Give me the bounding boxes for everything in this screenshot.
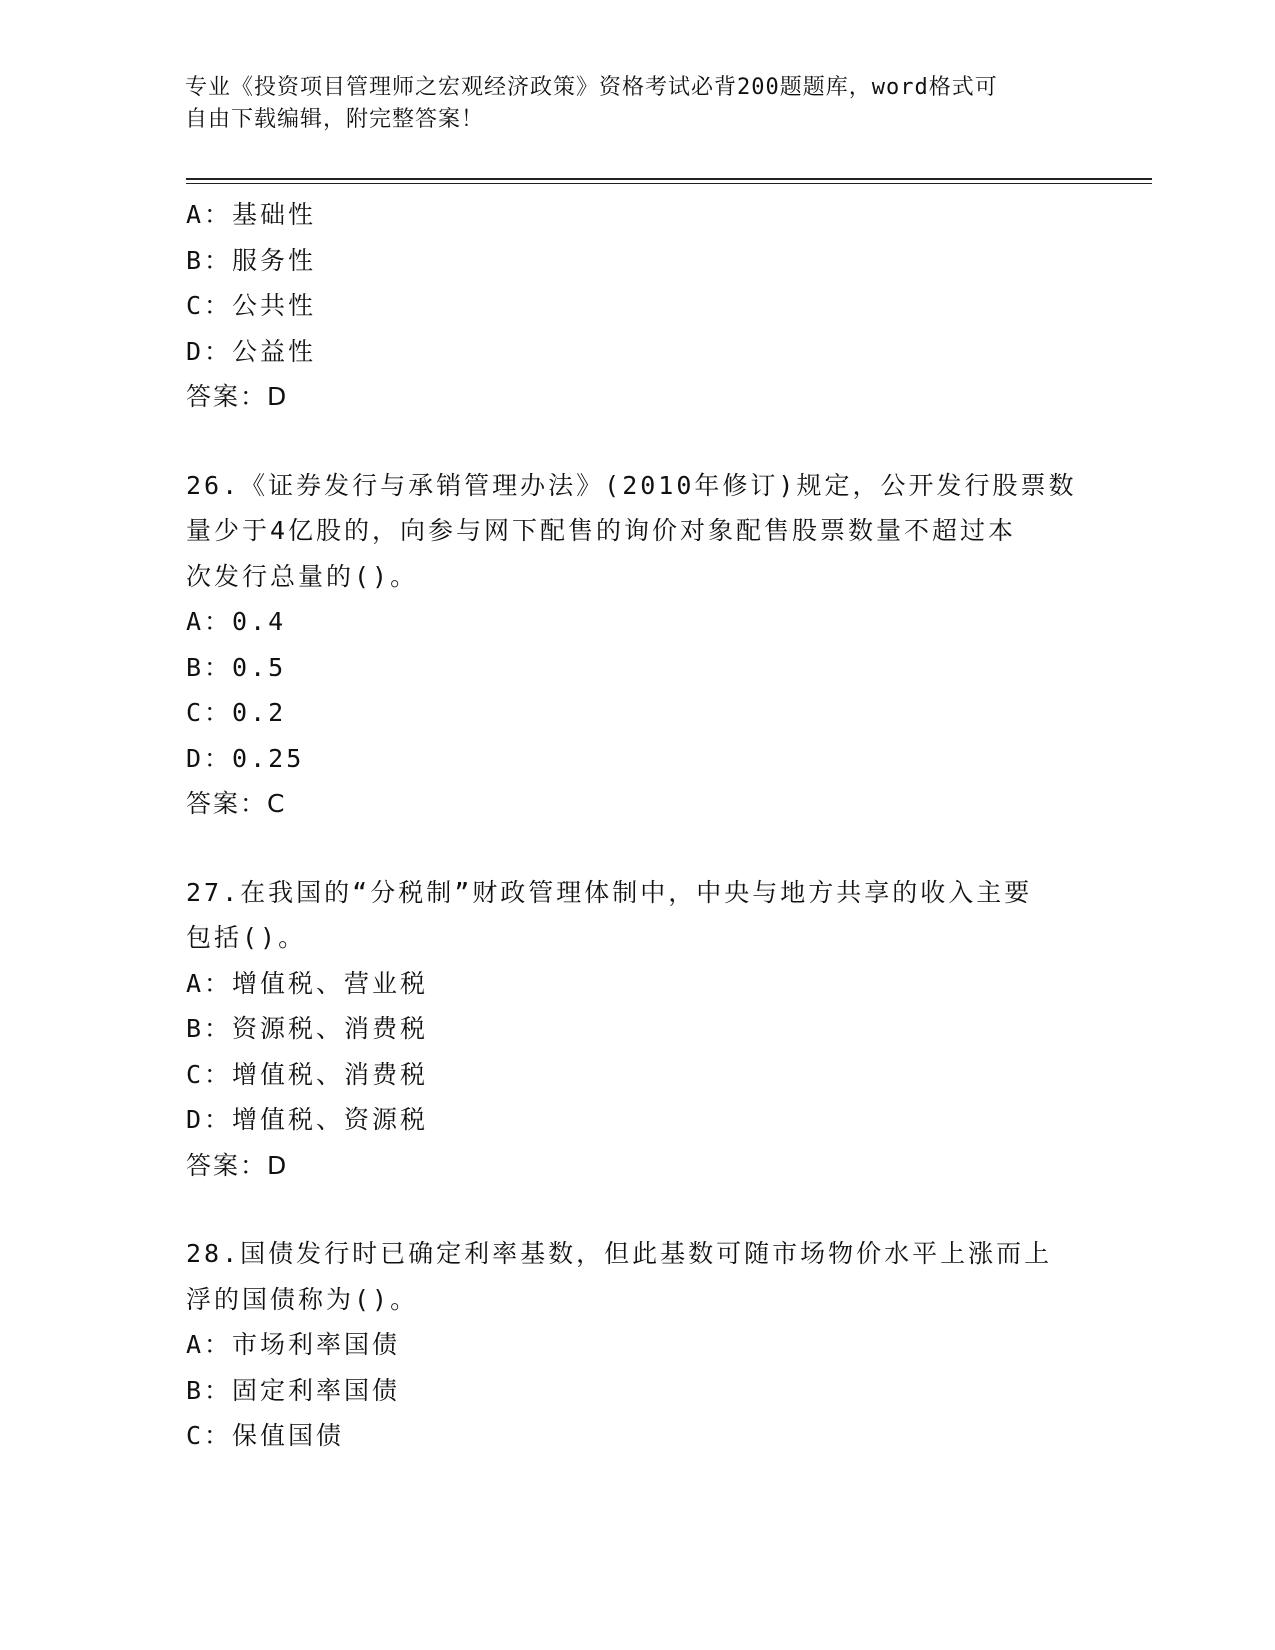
question-stem-line: 次发行总量的()。 (186, 561, 419, 591)
option-d: D：公益性 (186, 336, 317, 366)
option-c: C：增值税、消费税 (186, 1059, 429, 1089)
option-c: C：0.2 (186, 698, 287, 727)
question-stem-line: 浮的国债称为()。 (186, 1284, 419, 1314)
option-b: B：服务性 (186, 245, 317, 275)
question-stem-line: 26.《证券发行与承销管理办法》(2010年修订)规定，公开发行股票数 (186, 470, 1077, 500)
question-stem-line: 27.在我国的“分税制”财政管理体制中，中央与地方共享的收入主要 (186, 877, 1033, 907)
header-title-line-2: 自由下载编辑，附完整答案！ (185, 107, 485, 132)
option-a: A：增值税、营业税 (186, 968, 429, 998)
header-divider-thick (186, 178, 1152, 180)
answer: 答案：D (186, 382, 289, 411)
option-b: B：0.5 (186, 652, 287, 682)
option-b: B：资源税、消费税 (186, 1014, 429, 1043)
question-stem-line: 28.国债发行时已确定利率基数，但此基数可随市场物价水平上涨而上 (186, 1239, 1053, 1268)
option-d: D：增值税、资源税 (186, 1105, 429, 1134)
question-list (186, 192, 1086, 1459)
question-26 (186, 463, 1086, 827)
option-c: C：公共性 (186, 291, 317, 320)
option-b: B：固定利率国债 (186, 1375, 401, 1405)
option-c: C：保值国债 (186, 1421, 345, 1450)
question-25-continued (186, 192, 1086, 420)
document-header (185, 72, 1065, 136)
question-stem-line: 量少于4亿股的，向参与网下配售的询价对象配售股票数量不超过本 (186, 516, 1017, 545)
header-divider-thin (186, 183, 1152, 184)
option-a: A：市场利率国债 (186, 1330, 401, 1359)
option-d: D：0.25 (186, 743, 305, 773)
answer: 答案：C (186, 789, 287, 818)
question-stem-line: 包括()。 (186, 923, 307, 952)
option-a: A：基础性 (186, 200, 317, 229)
header-title-line-1: 专业《投资项目管理师之宏观经济政策》资格考试必背200题题库，word格式可 (185, 75, 998, 100)
answer: 答案：D (186, 1150, 289, 1180)
question-27 (186, 870, 1086, 1189)
option-a: A：0.4 (186, 607, 287, 636)
question-28 (186, 1231, 1086, 1459)
